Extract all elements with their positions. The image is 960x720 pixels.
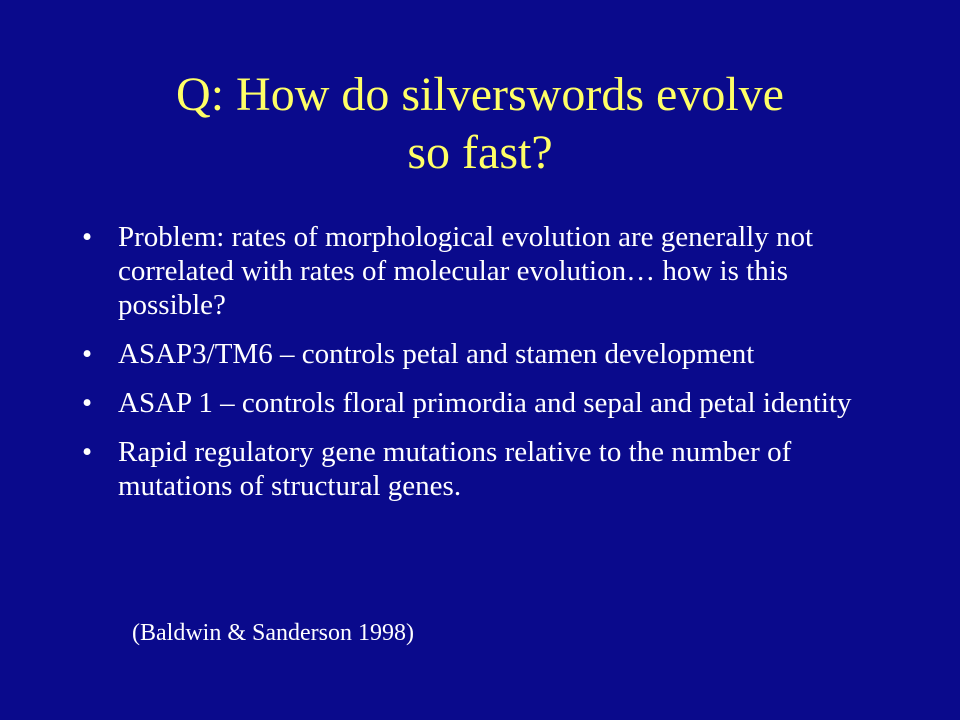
bullet-point-icon: •	[82, 221, 93, 253]
bullet-item-rapid-mutations	[78, 435, 878, 503]
bullet-text: ASAP 1 – controls floral primordia and sepal and petal identity	[118, 387, 852, 419]
bullet-item-asap1	[78, 386, 878, 420]
slide-title-line-2: so fast?	[407, 126, 553, 179]
bullet-item-problem	[78, 220, 878, 322]
bullet-text: Problem: rates of morphological evolution are generally not correlated with rates of molecular evolution… how is this possible?	[118, 221, 813, 321]
slide-title	[0, 66, 960, 182]
bullet-list	[78, 220, 878, 518]
bullet-point-icon: •	[82, 436, 93, 468]
bullet-item-asap3	[78, 337, 878, 371]
citation: (Baldwin & Sanderson 1998)	[132, 620, 414, 646]
slide-title-line-1: Q: How do silverswords evolve	[176, 68, 784, 121]
bullet-point-icon: •	[82, 338, 93, 370]
bullet-point-icon: •	[82, 387, 93, 419]
bullet-text: ASAP3/TM6 – controls petal and stamen development	[118, 338, 755, 370]
bullet-text: Rapid regulatory gene mutations relative to the number of mutations of structural genes.	[118, 436, 792, 502]
